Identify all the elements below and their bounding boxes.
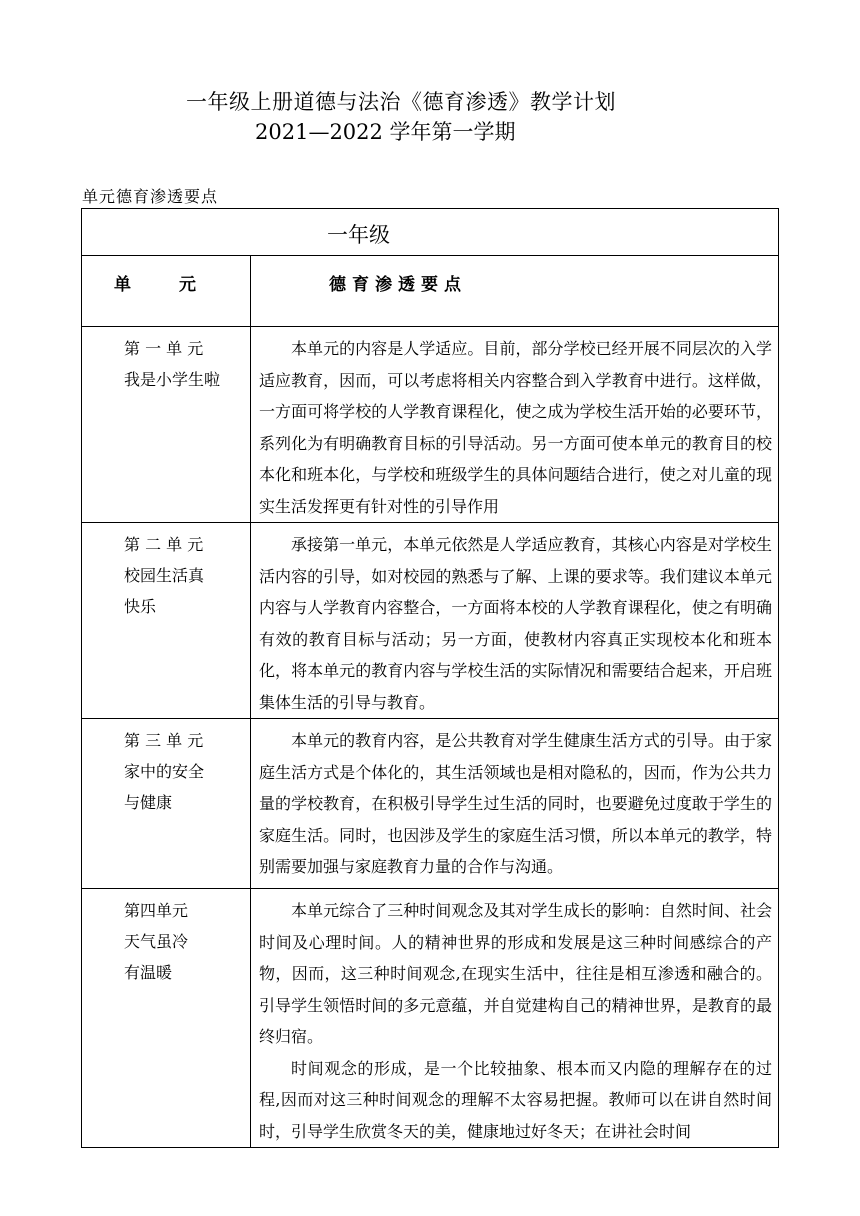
- unit-title: 我是小学生啦: [124, 370, 221, 389]
- grade-label: 一年级: [327, 223, 390, 247]
- content-paragraph: 本单元的教育内容，是公共教育对学生健康生活方式的引导。由于家庭生活方式是个体化的，其生活领域也是相对隐私的，因而，作为公共力量的学校教育，在积极引导学生过生活的同时，也要避免过度敢于学生的家庭生活。同时，也因涉及学生的家庭生活习惯，所以本单元的教学，特别需要加强与家庭教育力量的合作与沟通。: [259, 731, 772, 876]
- table-row: [82, 327, 779, 523]
- content-paragraph: 时间观念的形成，是一个比较抽象、根本而又内隐的理解存在的过程,因而对这三种时间观念的理解不太容易把握。教师可以在讲自然时间时，引导学生欣赏冬天的美，健康地过好冬天；在讲社会时间: [259, 1058, 772, 1141]
- content-cell: [251, 327, 779, 523]
- unit-title-cont: 快乐: [124, 597, 157, 616]
- unit-title: 家中的安全: [124, 762, 205, 781]
- unit-title-cont: 有温暖: [124, 963, 173, 982]
- header-focus-label: 德育渗透要点: [329, 275, 467, 295]
- content-cell: [251, 719, 779, 889]
- unit-number: 第 一 单 元: [124, 339, 204, 358]
- grade-cell: [82, 209, 779, 256]
- content-paragraph: 本单元的内容是人学适应。目前，部分学校已经开展不同层次的入学适应教育，因而，可以考虑将相关内容整合到入学教育中进行。这样做，一方面可将学校的人学教育课程化，使之成为学校生活开始的必要环节，系列化为有明确教育目标的引导活动。另一方面可使本单元的教育目的校本化和班本化，与学校和班级学生的具体问题结合进行，使之对儿童的现实生活发挥更有针对性的引导作用: [259, 339, 772, 516]
- unit-cell: [82, 719, 251, 889]
- unit-cell: [82, 327, 251, 523]
- table-row: [82, 719, 779, 889]
- document-title: 一年级上册道德与法治《德育渗透》教学计划: [186, 90, 616, 114]
- header-unit-label: 单 元: [114, 275, 196, 295]
- unit-number: 第 三 单 元: [124, 731, 204, 750]
- unit-cell: [82, 523, 251, 719]
- unit-number: 第 二 单 元: [124, 535, 204, 554]
- content-paragraph: 承接第一单元，本单元依然是人学适应教育，其核心内容是对学校生活内容的引导，如对校园的熟悉与了解、上课的要求等。我们建议本单元内容与人学教育内容整合，一方面将本校的人学教育课程化，使之有明确有效的教育目标与活动；另一方面，使教材内容真正实现校本化和班本化，将本单元的教育内容与学校生活的实际情况和需要结合起来，开启班集体生活的引导与教育。: [259, 535, 772, 712]
- unit-cell: [82, 889, 251, 1148]
- table-row: [82, 889, 779, 1148]
- unit-title: 天气虽冷: [124, 932, 189, 951]
- header-focus-cell: [251, 256, 779, 327]
- document-term: 2021—2022 学年第一学期: [255, 120, 516, 144]
- unit-title: 校园生活真: [124, 566, 205, 585]
- header-unit-cell: [82, 256, 251, 327]
- unit-number: 第四单元: [124, 901, 189, 920]
- content-paragraph: 本单元综合了三种时间观念及其对学生成长的影响：自然时间、社会时间及心理时间。人的精神世界的形成和发展是这三种时间感综合的产物，因而，这三种时间观念,在现实生活中，往往是相互渗透和融合的。引导学生领悟时间的多元意蕴，并自觉建构自己的精神世界，是教育的最终归宿。: [259, 901, 772, 1046]
- table-row: [82, 523, 779, 719]
- section-label: 单元德育渗透要点: [82, 187, 219, 206]
- content-cell: [251, 523, 779, 719]
- content-cell: [251, 889, 779, 1148]
- unit-title-cont: 与健康: [124, 793, 173, 812]
- plan-table: [81, 208, 779, 1148]
